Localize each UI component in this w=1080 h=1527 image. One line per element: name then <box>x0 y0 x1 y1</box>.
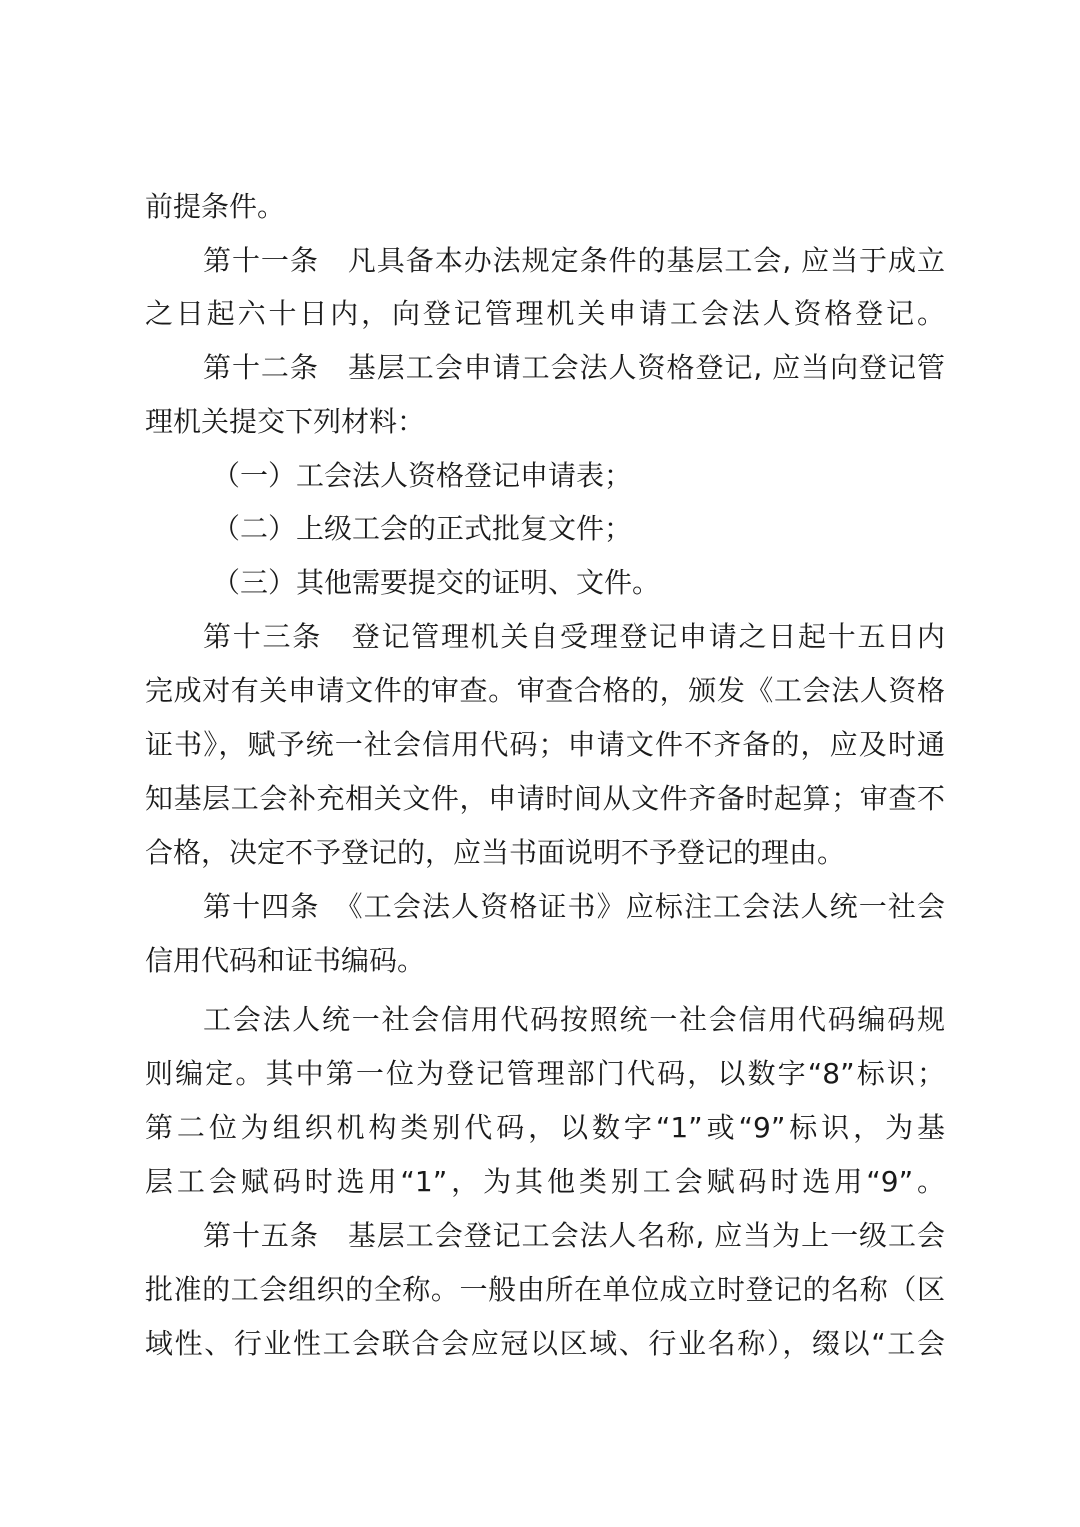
text-line-9: 第十三条 登记管理机关自受理登记申请之日起十五日内 <box>203 620 945 653</box>
text-line-22: 域性、行业性工会联合会应冠以区域、行业名称），缀以“工会 <box>145 1327 945 1360</box>
text-line-18: 第二位为组织机构类别代码，以数字“1”或“9”标识，为基 <box>145 1111 945 1144</box>
text-line-19: 层工会赋码时选用“1”，为其他类别工会赋码时选用“9”。 <box>145 1165 945 1198</box>
text-line-6: （一）工会法人资格登记申请表； <box>212 459 633 492</box>
text-line-13: 合格，决定不予登记的，应当书面说明不予登记的理由。 <box>145 836 846 869</box>
text-line-8: （三）其他需要提交的证明、文件。 <box>212 566 661 599</box>
text-line-5: 理机关提交下列材料： <box>145 405 426 438</box>
text-line-10: 完成对有关申请文件的审查。审查合格的，颁发《工会法人资格 <box>145 674 945 707</box>
text-line-14: 第十四条 《工会法人资格证书》应标注工会法人统一社会 <box>203 890 945 923</box>
text-line-1: 前提条件。 <box>145 190 286 223</box>
text-line-11: 证书》，赋予统一社会信用代码；申请文件不齐备的，应及时通 <box>145 728 945 761</box>
text-line-16: 工会法人统一社会信用代码按照统一社会信用代码编码规 <box>203 1003 945 1036</box>
text-line-17: 则编定。其中第一位为登记管理部门代码，以数字“8”标识； <box>145 1057 945 1090</box>
text-line-3: 之日起六十日内，向登记管理机关申请工会法人资格登记。 <box>145 297 945 330</box>
text-line-4: 第十二条 基层工会申请工会法人资格登记, 应当向登记管 <box>203 351 945 384</box>
text-line-7: （二）上级工会的正式批复文件； <box>212 512 633 545</box>
text-line-20: 第十五条 基层工会登记工会法人名称, 应当为上一级工会 <box>203 1219 945 1252</box>
text-line-15: 信用代码和证书编码。 <box>145 944 426 977</box>
text-line-21: 批准的工会组织的全称。一般由所在单位成立时登记的名称（区 <box>145 1273 945 1306</box>
text-line-12: 知基层工会补充相关文件，申请时间从文件齐备时起算；审查不 <box>145 782 945 815</box>
text-line-2: 第十一条 凡具备本办法规定条件的基层工会, 应当于成立 <box>203 244 945 277</box>
